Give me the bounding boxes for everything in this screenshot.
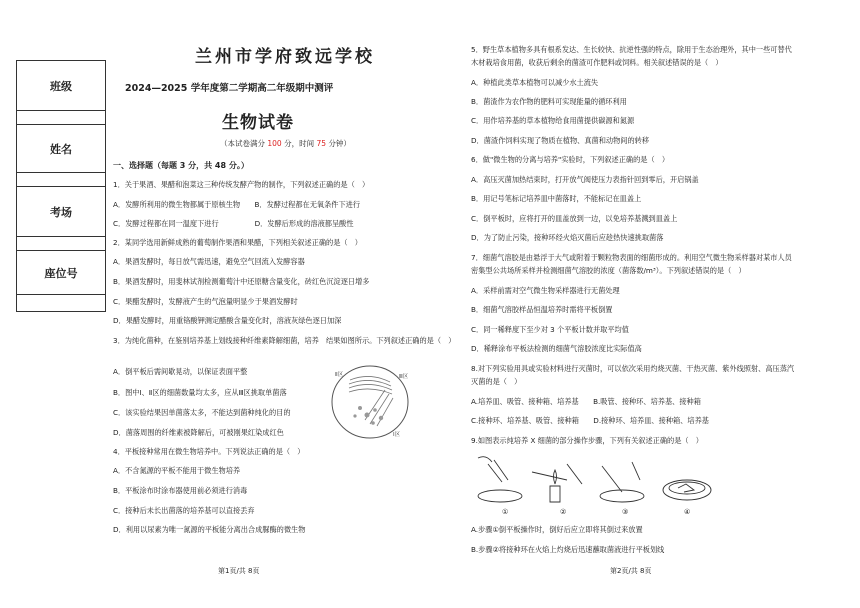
class-field[interactable] xyxy=(17,111,105,125)
q2-option-d: D．果醋发酵时，用重铬酸钾测定醋酸含量变化时，溶液灰绿色逐日加深 xyxy=(113,316,342,325)
student-info-box xyxy=(16,60,106,312)
q5-stem-line2: 木材栽培食用菌，收获后剩余的菌渣可作肥料或饲料。相关叙述错误的是（ ） xyxy=(471,58,723,67)
petri-dish-figure xyxy=(325,360,425,442)
q3-option-a: A．倒平板后需间歇晃动，以保证表面平整 xyxy=(113,367,248,376)
name-label: 姓名 xyxy=(17,125,105,173)
q9-stem: 9.如图表示纯培养 X 细菌的部分操作步骤，下列有关叙述正确的是（ ） xyxy=(471,436,703,445)
name-field[interactable] xyxy=(17,173,105,187)
q7-option-b: B．细菌气溶胶样品恒温培养时需将平板倒置 xyxy=(471,305,613,314)
step4-plate xyxy=(663,480,711,500)
q8-options-cd: C.接种环、培养基、吸管、接种箱 D.接种环、培养皿、接种箱、培养基 xyxy=(471,416,709,425)
step3-streak xyxy=(600,462,644,502)
exam-meta xyxy=(220,138,351,149)
culture-steps-figure xyxy=(472,450,722,518)
q1-options-cd: C．发酵过程都在同一温度下进行 D．发酵后形成的溶液都呈酸性 xyxy=(113,219,354,228)
exam-room-label: 考场 xyxy=(17,187,105,237)
step1-label: ① xyxy=(502,508,509,516)
q9-option-b: B.步骤②将接种环在火焰上灼烧后迅速蘸取菌液进行平板划线 xyxy=(471,545,665,554)
q2-option-c: C．果醋发酵时，发酵液产生的气泡量明显少于果酒发酵时 xyxy=(113,297,298,306)
q5-option-c: C．用作培养基的草本植物给食用菌提供碳源和氮源 xyxy=(471,116,635,125)
q3-option-b: B．图中Ⅰ、Ⅱ区的细菌数量均太多，应从Ⅲ区挑取单菌落 xyxy=(113,388,287,397)
term-title: 2024—2025 学年度第二学期高二年级期中测评 xyxy=(125,83,334,94)
q4-option-b: B．平板涂布时涂布器使用前必须进行消毒 xyxy=(113,486,248,495)
class-label: 班级 xyxy=(17,61,105,111)
meta-suffix: 分钟） xyxy=(328,139,351,148)
q6-stem: 6．做"微生物的分离与培养"实验时，下列叙述正确的是（ ） xyxy=(471,155,670,164)
q6-option-c: C．倒平板时，应将打开的皿盖放到一边，以免培养基溅到皿盖上 xyxy=(471,214,678,223)
zone1-label: Ⅰ区 xyxy=(393,432,401,438)
q4-option-d: D．利用以尿素为唯一氮源的平板能分离出合成脲酶的微生物 xyxy=(113,525,306,534)
q1-stem: 1．关于果酒、果醋和泡菜这三种传统发酵产物的制作，下列叙述正确的是（ ） xyxy=(113,180,370,189)
exam-room-field[interactable] xyxy=(17,237,105,251)
q5-stem-line1: 5．野生草本植物多具有根系发达、生长较快、抗逆性强的特点，除用于生态治理外，其中一些可替代 xyxy=(471,45,792,54)
q3-option-c: C．该实验结果因单菌落太多，不能达到菌种纯化的目的 xyxy=(113,408,291,417)
q6-option-d: D．为了防止污染，接种环经火焰灭菌后应趁热快速挑取菌落 xyxy=(471,233,664,242)
zone3-label: Ⅲ区 xyxy=(399,374,409,380)
zone2-label: Ⅱ区 xyxy=(335,372,344,378)
page-number-left: 第1页/共 8页 xyxy=(218,567,260,575)
subject-title: 生物试卷 xyxy=(222,113,294,133)
meta-mid: 分，时间 xyxy=(284,139,315,148)
step2-flame-loop xyxy=(532,464,582,502)
q2-option-a: A．果酒发酵时，每日放气需迅速，避免空气回流入发酵容器 xyxy=(113,257,305,266)
q2-option-b: B．果酒发酵时，用斐林试剂检测葡萄汁中还原糖含量变化，砖红色沉淀逐日增多 xyxy=(113,277,370,286)
school-name: 兰州市学府致远学校 xyxy=(195,47,375,67)
q4-option-c: C．接种后未长出菌落的培养基可以直接丢弃 xyxy=(113,506,255,515)
colonies xyxy=(353,406,383,425)
full-score: 100 xyxy=(267,139,282,148)
q5-option-b: B．菌渣作为农作物的肥料可实现能量的循环利用 xyxy=(471,97,627,106)
q2-stem: 2．某同学选用新鲜成熟的葡萄制作果酒和果醋，下列相关叙述正确的是（ ） xyxy=(113,238,362,247)
step2-label: ② xyxy=(560,508,567,516)
time-limit: 75 xyxy=(316,139,327,148)
q9-option-a: A.步骤①倒平板操作时，倒好后应立即将其倒过来放置 xyxy=(471,525,643,534)
step4-label: ④ xyxy=(684,508,691,516)
q7-option-c: C．同一稀释度下至少对 3 个平板计数并取平均值 xyxy=(471,325,629,334)
q7-option-a: A．采样前需对空气微生物采样器进行无菌处理 xyxy=(471,286,620,295)
q8-stem-line1: 8.对下列实验用具或实验材料进行灭菌时，可以依次采用灼烧灭菌、干热灭菌、紫外线照射、高压蒸汽 xyxy=(471,364,795,373)
q6-option-b: B．用记号笔标记培养皿中菌落时，不能标记在皿盖上 xyxy=(471,194,642,203)
streak-lines-zone2 xyxy=(349,376,392,394)
q8-stem-line2: 灭菌的是（ ） xyxy=(471,377,522,386)
seat-field[interactable] xyxy=(17,295,105,311)
step3-label: ③ xyxy=(622,508,629,516)
section-title: 一、选择题（每题 3 分，共 48 分。） xyxy=(113,161,249,170)
page-number-right: 第2页/共 8页 xyxy=(610,567,652,575)
q4-option-a: A．不含氮源的平板不能用于微生物培养 xyxy=(113,466,241,475)
meta-prefix: （本试卷满分 xyxy=(220,139,265,148)
step1-pour-plate xyxy=(478,457,522,502)
streak-lines-zone3 xyxy=(365,390,393,426)
q7-option-d: D．稀释涂布平板法检测的细菌气溶胶浓度比实际值高 xyxy=(471,344,642,353)
q5-option-a: A．种植此类草本植物可以减少水土流失 xyxy=(471,78,599,87)
q6-option-a: A．高压灭菌加热结束时，打开放气阀使压力表指针回到零后，开启锅盖 xyxy=(471,175,699,184)
q3-option-d: D．菌落周围的纤维素被降解后，可被刚果红染成红色 xyxy=(113,428,284,437)
q8-options-ab: A.培养皿、吸管、接种箱、培养基 B.吸管、接种环、培养基、接种箱 xyxy=(471,397,701,406)
q7-stem-line2: 密集型公共场所采样并检测细菌气溶胶的浓度（菌落数/m³）。下列叙述错误的是（ ） xyxy=(471,266,746,275)
q4-stem: 4．平板接种常用在微生物培养中。下列说法正确的是（ ） xyxy=(113,447,305,456)
q3-stem: 3．为纯化菌种，在鉴别培养基上划线接种纤维素降解细菌，培养 结果如图所示。下列叙述正确的是（ ） xyxy=(113,336,456,345)
q7-stem-line1: 7．细菌气溶胶是由悬浮于大气或附着于颗粒物表面的细菌形成的。利用空气微生物采样器对某市人员 xyxy=(471,253,792,262)
q1-options-ab: A．发酵所利用的微生物都属于原核生物 B．发酵过程都在无氧条件下进行 xyxy=(113,200,361,209)
seat-label: 座位号 xyxy=(17,251,105,295)
q5-option-d: D．菌渣作饲料实现了物质在植物、真菌和动物间的转移 xyxy=(471,136,650,145)
